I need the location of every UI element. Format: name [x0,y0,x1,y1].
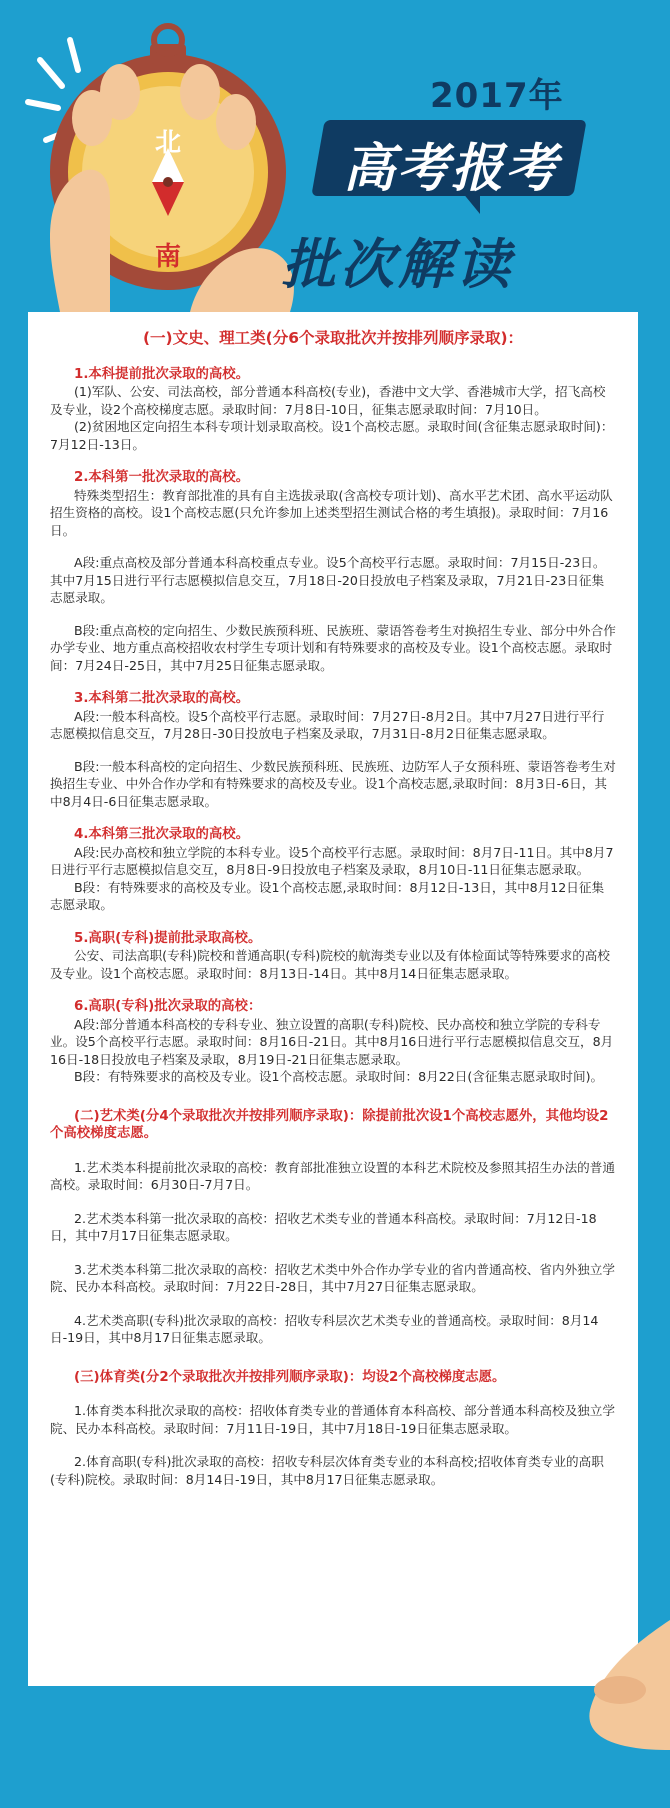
category-heading-art: (二)艺术类(分4个录取批次并按排列顺序录取)：除提前批次设1个高校志愿外，其他均设2个高校梯度志愿。 [50,1108,609,1141]
paragraph: (1)军队、公安、司法高校，部分普通本科高校(专业)，香港中文大学、香港城市大学，招飞高校及专业，设2个高校梯度志愿。录取时间：7月8日-10日，征集志愿录取时间：7月10日。 [50,384,606,417]
compass-south-label: 南 [154,242,181,272]
paragraph: (2)贫困地区定向招生本科专项计划录取高校。设1个高校志愿。录取时间(含征集志愿录取时间)：7月12日-13日。 [50,419,614,452]
batch-title: 3.本科第二批次录取的高校。 [74,691,250,706]
paragraph: A段:重点高校及部分普通本科高校重点专业。设5个高校平行志愿。录取时间：7月15日-23日。其中7月15日进行平行志愿模拟信息交互，7月18日-20日投放电子档案及录取，7月21日-23日征集志愿录取。 [50,555,606,605]
subtitle: 批次解读 [282,233,514,296]
batch-section [50,930,616,983]
paragraph: B段：有特殊要求的高校及专业。设1个高校志愿,录取时间：8月12日-13日，其中8月12日征集志愿录取。 [50,879,605,912]
batch-title: 1.本科提前批次录取的高校。 [74,366,250,382]
content-card [28,312,638,1686]
paragraph: B段:重点高校的定向招生、少数民族预科班、民族班、蒙语答卷考生对换招生专业、部分中外合作办学专业、地方重点高校招收农村学生专项计划和有特殊要求的高校及专业。设1个高校志愿。录取时间：7月24日-25日，其中7月25日征集志愿录取。 [50,622,616,673]
hand-decoration-icon [560,1600,670,1750]
sports-paragraph: 2.体育高职(专科)批次录取的高校：招收专科层次体育类专业的本科高校;招收体育类专业的高职(专科)院校。录取时间：8月14日-19日，其中8月17日征集志愿录取。 [50,1454,604,1487]
batch-section [50,998,616,1086]
header-banner [0,0,670,312]
art-section [50,1159,616,1347]
paragraph-gap [50,743,616,758]
batch-section [50,469,616,674]
main-title: 高考报考 [342,139,559,199]
batch-title: 5.高职(专科)提前批录取高校。 [74,930,262,946]
sports-section [50,1402,616,1488]
compass-north-label: 北 [154,128,181,158]
art-paragraph: 2.艺术类本科第一批次录取的高校：招收艺术类专业的普通本科高校。录取时间：7月12日-18日，其中7月17日征集志愿录取。 [50,1210,597,1243]
art-paragraph: 4.艺术类高职(专科)批次录取的高校：招收专科层次艺术类专业的普通高校。录取时间：8月14日-19日，其中8月17日征集志愿录取。 [50,1312,599,1345]
paragraph: A段:民办高校和独立学院的本科专业。设5个高校平行志愿。录取时间：8月7日-11日。其中8月7日进行平行志愿模拟信息交互，8月8日-9日投放电子档案及录取，8月10日-11日征集志愿录取。 [50,844,614,877]
batch-section [50,826,616,914]
paragraph: A段:部分普通本科高校的专科专业、独立设置的高职(专科)院校、民办高校和独立学院的专科专业。设5个高校平行志愿。录取时间：8月16日-21日。其中8月16日进行平行志愿模拟信息交互，8月16日-18日投放电子档案及录取，8月19日-21日征集志愿录取。 [50,1016,614,1067]
paragraph-gap [50,607,616,622]
batch-section [50,690,616,810]
paragraph-gap [50,539,616,554]
batch-title: 2.本科第一批次录取的高校。 [74,470,250,485]
paragraph: A段:一般本科高校。设5个高校平行志愿。录取时间：7月27日-8月2日。其中7月27日进行平行志愿模拟信息交互，7月28日-30日投放电子档案及录取，7月31日-8月2日征集志愿录取。 [50,708,605,741]
paragraph: 特殊类型招生：教育部批准的具有自主选拔录取(含高校专项计划)、高水平艺术团、高水平运动队招生资格的高校。设1个高校志愿(只允许参加上述类型招生测试合格的考生填报)。录取时间：7月16日。 [50,487,613,538]
art-paragraph: 3.艺术类本科第二批次录取的高校：招收艺术类中外合作办学专业的省内普通高校、省内外独立学院、民办本科高校。录取时间：7月22日-28日，其中7月27日征集志愿录取。 [50,1261,615,1294]
batch-section [50,366,616,454]
batch-title: 6.高职(专科)批次录取的高校： [74,999,262,1014]
category-heading-sports: (三)体育类(分2个录取批次并按排列顺序录取)：均设2个高校梯度志愿。 [74,1369,506,1385]
batch-sections [50,366,616,1086]
batch-title: 4.本科第三批次录取的高校。 [74,827,250,842]
paragraph: 公安、司法高职(专科)院校和普通高职(专科)院校的航海类专业以及有体检面试等特殊要求的高校及专业。设1个高校志愿。录取时间：8月13日-14日。其中8月14日征集志愿录取。 [50,948,610,981]
sports-paragraph: 1.体育类本科批次录取的高校：招收体育类专业的普通体育本科高校、部分普通本科高校及独立学院、民办本科高校。录取时间：7月11日-19日，其中7月18日-19日征集志愿录取。 [50,1403,615,1436]
year-label: 2017年 [430,76,564,116]
paragraph: B段:一般本科高校的定向招生、少数民族预科班、民族班、边防军人子女预科班、蒙语答卷考生对换招生专业、中外合作办学和有特殊要求的高校及专业。设1个高校志愿,录取时间：8月3日-6日，其中8月4日-6日征集志愿录取。 [50,758,616,809]
art-paragraph: 1.艺术类本科提前批次录取的高校：教育部批准独立设置的本科艺术院校及参照其招生办法的普通高校。录取时间：6月30日-7月7日。 [50,1159,615,1192]
category-heading-liberal-science: (一)文史、理工类(分6个录取批次并按排列顺序录取)： [142,329,524,347]
paragraph: B段：有特殊要求的高校及专业。设1个高校志愿。录取时间：8月22日(含征集志愿录取时间)。 [74,1069,604,1084]
